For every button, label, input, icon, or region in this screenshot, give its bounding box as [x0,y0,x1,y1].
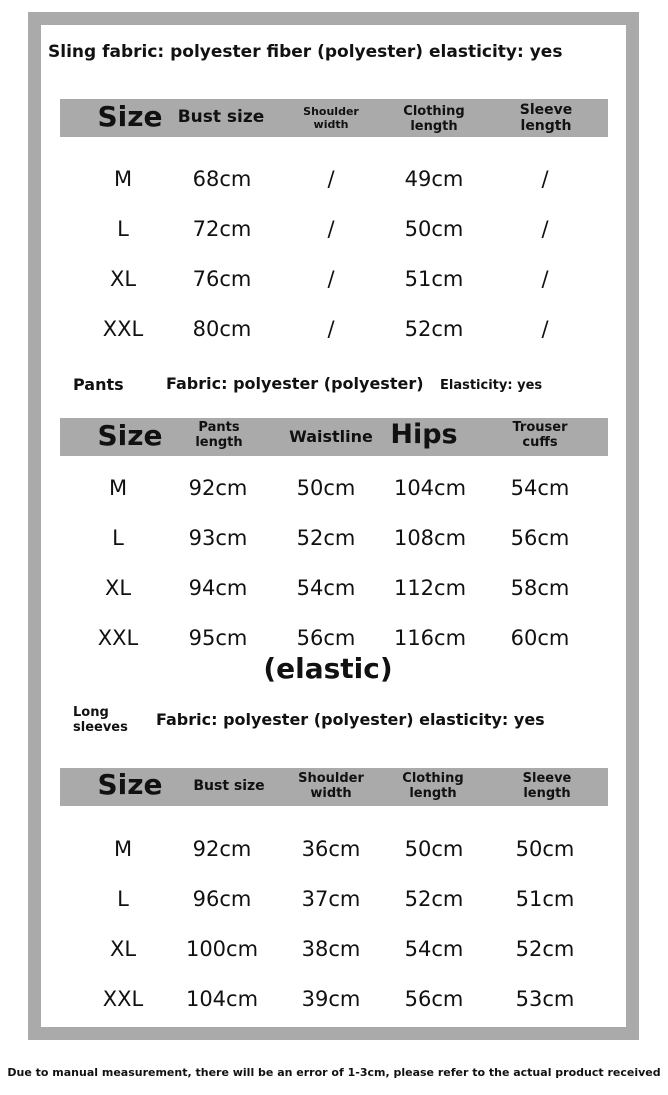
table-cell: 52cm [404,887,464,911]
table-cell: 51cm [404,267,464,291]
table-cell: 72cm [192,217,252,241]
pants-header-waistline: Waistline [289,427,373,446]
table-cell: 95cm [188,626,248,650]
table-cell: 50cm [404,837,464,861]
pants-elasticity: Elasticity: yes [440,378,543,393]
table-cell: 68cm [192,167,252,191]
table-cell: XXL [102,987,144,1011]
table-cell: 54cm [510,476,570,500]
table-cell: 54cm [296,576,356,600]
table-cell: 36cm [301,837,361,861]
sling-header-clothing: Clothing length [403,104,465,134]
table-cell: 56cm [296,626,356,650]
table-cell: 37cm [301,887,361,911]
table-cell: L [117,217,129,241]
table-cell: / [541,317,549,341]
table-cell: 54cm [404,937,464,961]
pants-header-cuffs: Trouser cuffs [512,420,568,450]
table-cell: 60cm [510,626,570,650]
table-cell: XXL [102,317,144,341]
pants-label: Pants [73,375,124,394]
pants-header-hips: Hips [390,419,458,450]
long-sleeves-label [73,705,128,735]
table-cell: 116cm [393,626,467,650]
table-cell: 80cm [192,317,252,341]
long-sleeves-header-shoulder: Shoulder width [298,771,364,801]
table-cell: 94cm [188,576,248,600]
table-cell: 100cm [185,937,259,961]
table-cell: M [113,167,133,191]
long-sleeves-header-bust: Bust size [193,778,265,794]
table-cell: / [327,317,335,341]
sling-header-bust: Bust size [177,107,265,127]
table-cell: 50cm [404,217,464,241]
table-cell: 76cm [192,267,252,291]
long-sleeves-header-size: Size [97,768,163,801]
pants-header-size: Size [97,419,163,452]
long-sleeves-fabric: Fabric: polyester (polyester) elasticity: yes [156,710,545,729]
table-cell: 92cm [188,476,248,500]
table-cell: 108cm [393,526,467,550]
pants-header-length: Pants length [195,420,243,450]
pants-fabric: Fabric: polyester (polyester) [166,374,424,393]
table-cell: XL [109,267,137,291]
table-cell: L [112,526,124,550]
table-cell: XL [109,937,137,961]
table-cell: 39cm [301,987,361,1011]
table-cell: XXL [97,626,139,650]
table-cell: / [327,217,335,241]
table-cell: / [541,217,549,241]
table-cell: 49cm [404,167,464,191]
table-cell: 56cm [510,526,570,550]
table-cell: 58cm [510,576,570,600]
table-cell: L [117,887,129,911]
table-cell: 93cm [188,526,248,550]
table-cell: / [327,167,335,191]
long-sleeves-header-clothing: Clothing length [402,771,464,801]
table-cell: 51cm [515,887,575,911]
table-cell: 104cm [393,476,467,500]
table-cell: / [541,167,549,191]
table-cell: 112cm [393,576,467,600]
sling-header-shoulder: Shoulder width [303,105,359,131]
table-cell: M [108,476,128,500]
pants-elastic-note: (elastic) [263,652,393,685]
table-cell: 50cm [296,476,356,500]
table-cell: 52cm [404,317,464,341]
sling-header-size: Size [97,100,163,133]
table-cell: 50cm [515,837,575,861]
table-cell: 53cm [515,987,575,1011]
table-cell: 38cm [301,937,361,961]
table-cell: M [113,837,133,861]
sling-title: Sling fabric: polyester fiber (polyester) elasticity: yes [48,42,563,62]
table-cell: 92cm [192,837,252,861]
long-sleeves-label-line2: sleeves [73,720,128,735]
footer-note: Due to manual measurement, there will be an error of 1-3cm, please refer to the actual product received [7,1066,661,1079]
long-sleeves-header-sleeve: Sleeve length [522,771,572,801]
long-sleeves-label-line1: Long [73,705,109,720]
table-cell: 52cm [515,937,575,961]
table-cell: 96cm [192,887,252,911]
table-cell: 52cm [296,526,356,550]
table-cell: / [327,267,335,291]
sling-header-sleeve: Sleeve length [519,102,573,134]
table-cell: 56cm [404,987,464,1011]
table-cell: XL [104,576,132,600]
table-cell: 104cm [185,987,259,1011]
table-cell: / [541,267,549,291]
